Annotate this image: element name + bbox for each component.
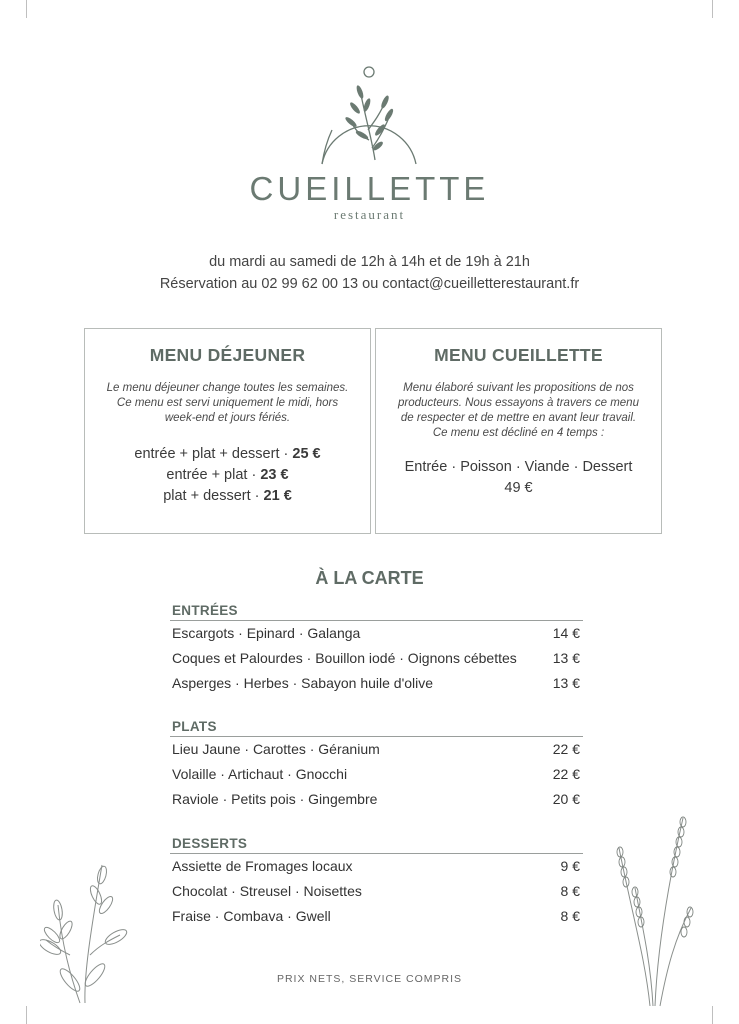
reservation-line[interactable]: Réservation au 02 99 62 00 13 ou contact@cueilletterestaurant.fr (159, 276, 580, 292)
category-plats (170, 719, 583, 812)
crop-mark-bottom-right (712, 1006, 713, 1024)
menu-item: Chocolat · Streusel · Noisettes 8 € (172, 883, 580, 899)
crop-mark-top-left (26, 0, 27, 18)
lavender-illustration-icon (605, 808, 705, 1008)
menu-item: Volaille · Artichaut · Gnocchi 22 € (172, 766, 580, 782)
carte-title: À LA CARTE (315, 568, 424, 588)
menu-item: Asperges · Herbes · Sabayon huile d'olive 13 € (172, 675, 580, 691)
menu-dejeuner-card (84, 328, 371, 534)
herb-sprig-icon (40, 855, 130, 1005)
menu-item: Fraise · Combava · Gwell 8 € (172, 908, 580, 924)
brand-subtitle: restaurant (333, 207, 406, 222)
menu-cueillette-price: 49 € (504, 480, 533, 496)
menu-item: Raviole · Petits pois · Gingembre 20 € (172, 791, 580, 807)
footer-note: PRIX NETS, SERVICE COMPRIS (276, 973, 463, 985)
category-entrees (170, 603, 583, 696)
crop-mark-bottom-left (26, 1006, 27, 1024)
menu-item: Escargots · Epinard · Galanga 14 € (172, 625, 580, 641)
menu-cueillette-card (375, 328, 662, 534)
category-desserts (170, 836, 583, 929)
menu-item: Coques et Palourdes · Bouillon iodé · Oignons cébettes 13 € (172, 650, 580, 666)
menu-dejeuner-price-line: plat + dessert · 21 € (163, 488, 292, 504)
crop-mark-top-right (712, 0, 713, 18)
menu-cueillette-title: MENU CUEILLETTE (434, 345, 603, 365)
category-heading: DESSERTS (170, 836, 583, 854)
menu-dejeuner-price-line: entrée + plat + dessert · 25 € (134, 446, 321, 462)
brand-name: CUEILLETTE (249, 170, 490, 207)
menu-dejeuner-price-line: entrée + plat · 23 € (166, 467, 289, 483)
menu-item: Assiette de Fromages locaux 9 € (172, 858, 580, 874)
category-heading: PLATS (170, 719, 583, 737)
menu-cueillette-courses: Entrée · Poisson · Viande · Dessert (404, 459, 633, 475)
menu-dejeuner-description: Le menu déjeuner change toutes les semaines. Ce menu est servi uniquement le midi, hors week-end et jours fériés. (106, 382, 349, 424)
opening-hours: du mardi au samedi de 12h à 14h et de 19h à 21h (209, 254, 530, 270)
menu-dejeuner-title: MENU DÉJEUNER (149, 345, 306, 365)
menu-cueillette-description: Menu élaboré suivant les propositions de nos producteurs. Nous essayons à travers ce menu de respecter et de mettre en avant leur travail. Ce menu est décliné en 4 temps : (398, 382, 639, 439)
category-heading: ENTRÉES (170, 603, 583, 621)
menu-item: Lieu Jaune · Carottes · Géranium 22 € (172, 741, 580, 757)
